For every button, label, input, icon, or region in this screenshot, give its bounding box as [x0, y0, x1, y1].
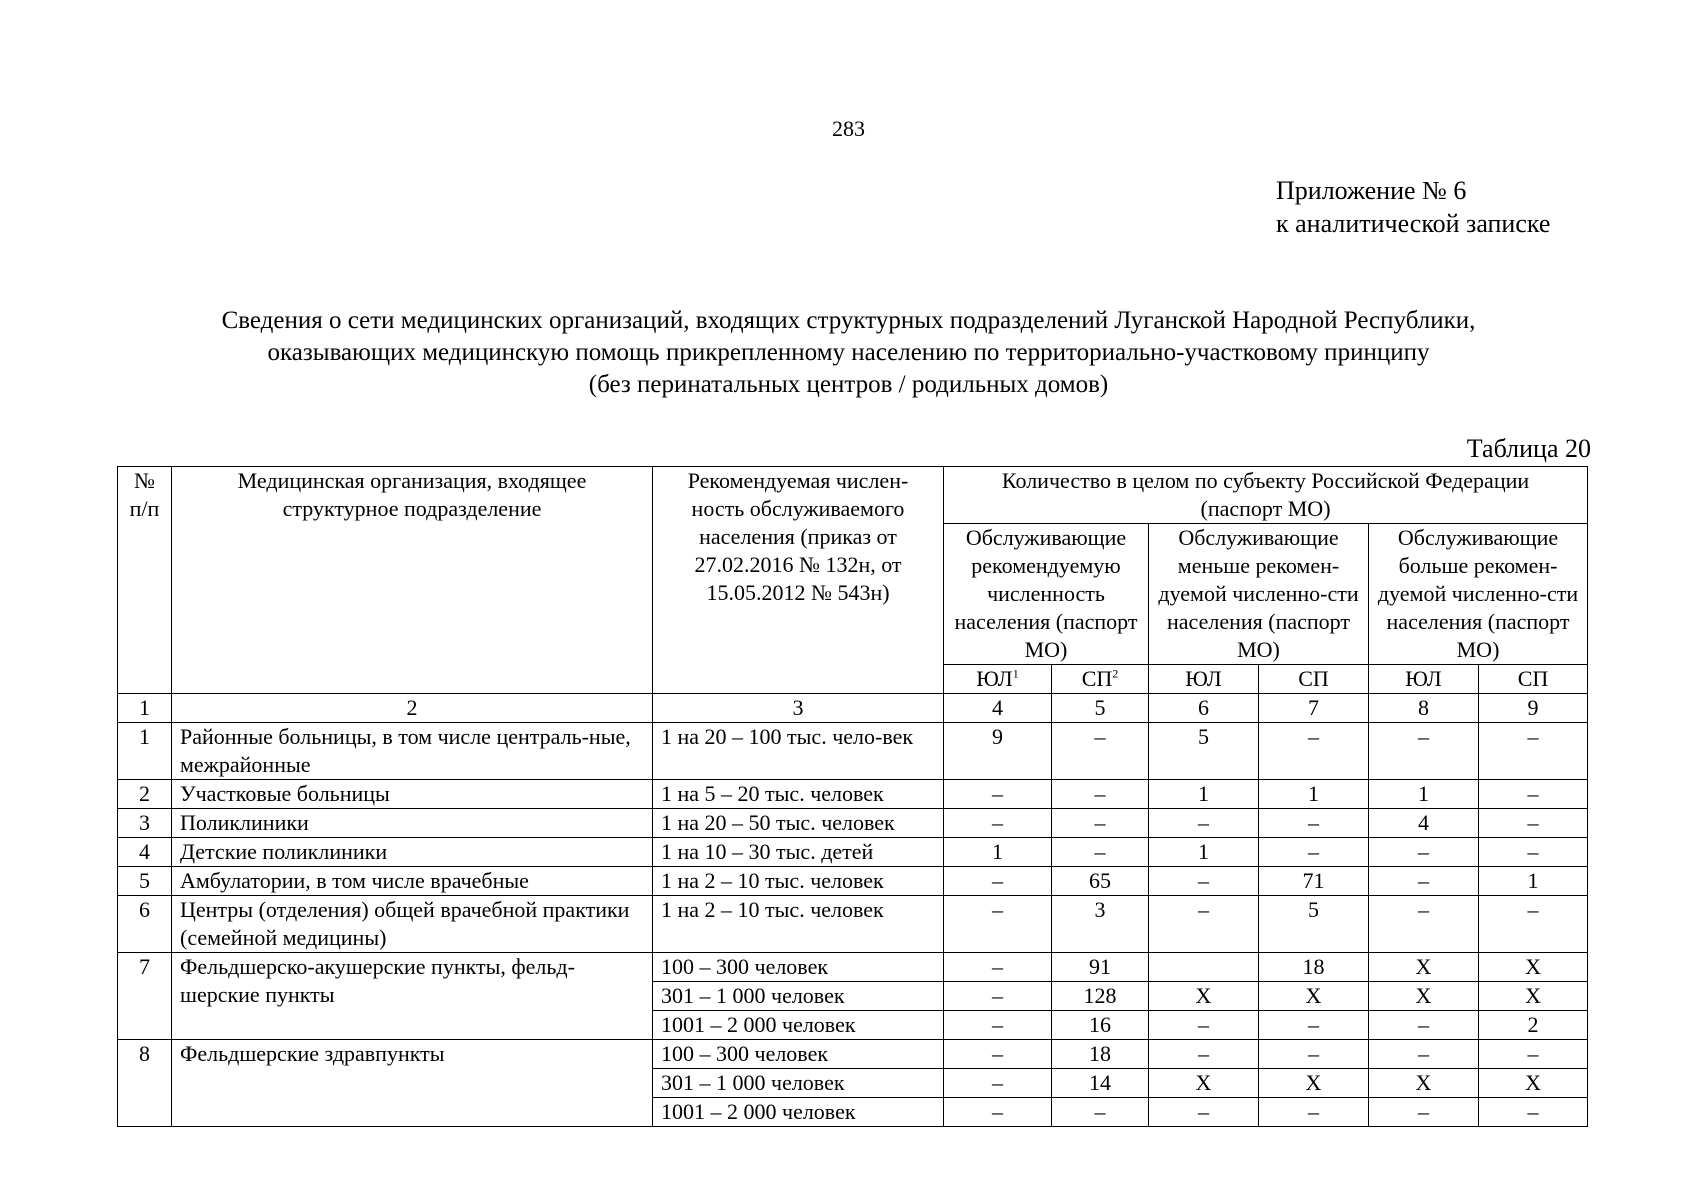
header-group-more: Обслуживающие больше рекомен-дуемой численно-сти населения (паспорт МО) [1369, 524, 1588, 665]
row-number: 8 [118, 1040, 172, 1127]
table-row [118, 780, 1588, 809]
row-value: – [1369, 723, 1479, 780]
row-value: X [1479, 982, 1588, 1011]
table-row [118, 896, 1588, 953]
header-total: Количество в целом по субъекту Российской Федерации (паспорт МО) [944, 467, 1588, 524]
row-value: 2 [1479, 1011, 1588, 1040]
row-value: – [1259, 1098, 1369, 1127]
header-yul-2: ЮЛ [1149, 665, 1259, 694]
table-row [118, 1040, 1588, 1069]
sp-label: СП [1081, 666, 1113, 691]
row-organization: Поликлиники [172, 809, 653, 838]
row-recommended-range: 1001 – 2 000 человек [653, 1011, 944, 1040]
appendix-line-2: к аналитической записке [1276, 209, 1551, 238]
document-title [60, 305, 1637, 401]
row-value: X [1479, 953, 1588, 982]
header-sp-1 [1052, 665, 1149, 694]
row-value: 71 [1259, 867, 1369, 896]
row-value: 9 [944, 723, 1052, 780]
data-table [117, 466, 1588, 1127]
header-yul-1 [944, 665, 1052, 694]
row-value: – [1149, 1098, 1259, 1127]
row-recommended-range: 301 – 1 000 человек [653, 1069, 944, 1098]
row-value: X [1479, 1069, 1588, 1098]
row-value: X [1259, 982, 1369, 1011]
row-value: – [944, 1040, 1052, 1069]
row-value: 1 [1149, 838, 1259, 867]
header-organization: Медицинская организация, входящее структурное подразделение [172, 467, 653, 694]
table-row [118, 867, 1588, 896]
row-number: 3 [118, 809, 172, 838]
table-label: Таблица 20 [1466, 434, 1591, 463]
row-value: – [1479, 1098, 1588, 1127]
row-value: 91 [1052, 953, 1149, 982]
row-value: – [1052, 838, 1149, 867]
row-organization: Центры (отделения) общей врачебной практики (семейной медицины) [172, 896, 653, 953]
header-group-less: Обслуживающие меньше рекомен-дуемой численно-сти населения (паспорт МО) [1149, 524, 1369, 665]
row-organization: Фельдшерские здравпункты [172, 1040, 653, 1127]
row-organization: Фельдшерско-акушерские пункты, фельд-шерские пункты [172, 953, 653, 1040]
row-value: – [1149, 896, 1259, 953]
column-number: 4 [944, 694, 1052, 723]
row-recommended-range: 100 – 300 человек [653, 953, 944, 982]
header-num: № п/п [118, 467, 172, 694]
row-organization: Амбулатории, в том числе врачебные [172, 867, 653, 896]
table-row [118, 838, 1588, 867]
row-value: – [1369, 838, 1479, 867]
header-sp-2: СП [1259, 665, 1369, 694]
header-yul-3: ЮЛ [1369, 665, 1479, 694]
row-value: 65 [1052, 867, 1149, 896]
row-number: 1 [118, 723, 172, 780]
row-value: X [1369, 982, 1479, 1011]
header-sp-3: СП [1479, 665, 1588, 694]
row-value: – [944, 867, 1052, 896]
row-recommended-range: 1 на 2 – 10 тыс. человек [653, 896, 944, 953]
row-value: – [944, 896, 1052, 953]
row-value: 1 [1259, 780, 1369, 809]
footnote-mark-1: 1 [1012, 666, 1019, 681]
row-value: – [944, 1098, 1052, 1127]
table-row [118, 723, 1588, 780]
row-value: X [1369, 1069, 1479, 1098]
row-value: – [1259, 809, 1369, 838]
row-value: – [1259, 1011, 1369, 1040]
row-recommended-range: 1 на 5 – 20 тыс. человек [653, 780, 944, 809]
row-value: 1 [944, 838, 1052, 867]
title-line-2: оказывающих медицинскую помощь прикрепленному населению по территориально-участковому принципу [267, 339, 1430, 366]
column-number: 5 [1052, 694, 1149, 723]
column-number: 1 [118, 694, 172, 723]
table-row [118, 953, 1588, 982]
page-number: 283 [832, 116, 865, 141]
row-value: – [1052, 1098, 1149, 1127]
footnote-mark-2: 2 [1112, 666, 1119, 681]
row-value: 5 [1149, 723, 1259, 780]
row-value: 18 [1052, 1040, 1149, 1069]
column-number: 7 [1259, 694, 1369, 723]
row-value: 16 [1052, 1011, 1149, 1040]
row-value: – [1369, 1011, 1479, 1040]
appendix-line-1: Приложение № 6 [1276, 176, 1467, 205]
row-value: – [1259, 1040, 1369, 1069]
row-value: – [1052, 809, 1149, 838]
row-value: – [944, 1011, 1052, 1040]
row-value: – [944, 982, 1052, 1011]
row-recommended-range: 1 на 20 – 50 тыс. человек [653, 809, 944, 838]
row-recommended-range: 100 – 300 человек [653, 1040, 944, 1069]
row-value: – [1149, 867, 1259, 896]
header-recommended-population: Рекомендуемая числен-ность обслуживаемого населения (приказ от 27.02.2016 № 132н, от 15.05.2012 № 543н) [653, 467, 944, 694]
row-recommended-range: 1 на 20 – 100 тыс. чело-век [653, 723, 944, 780]
row-number: 5 [118, 867, 172, 896]
row-organization: Участковые больницы [172, 780, 653, 809]
row-value: 128 [1052, 982, 1149, 1011]
yul-label: ЮЛ [976, 666, 1013, 691]
row-value: – [1479, 896, 1588, 953]
row-value: – [1479, 838, 1588, 867]
row-value: – [1259, 723, 1369, 780]
title-line-1: Сведения о сети медицинских организаций, входящих структурных подразделений Луганской Народной Республики, [221, 307, 1476, 334]
column-numbers-row [118, 694, 1588, 723]
row-value: – [1369, 896, 1479, 953]
column-number: 2 [172, 694, 653, 723]
row-value: 3 [1052, 896, 1149, 953]
row-number: 7 [118, 953, 172, 1040]
row-number: 4 [118, 838, 172, 867]
column-number: 8 [1369, 694, 1479, 723]
row-value: 1 [1149, 780, 1259, 809]
row-value: X [1369, 953, 1479, 982]
row-number: 2 [118, 780, 172, 809]
row-organization: Районные больницы, в том числе централь-ные, межрайонные [172, 723, 653, 780]
row-value: 1 [1369, 780, 1479, 809]
row-value [1149, 953, 1259, 982]
header-group-recommended: Обслуживающие рекомендуемую численность населения (паспорт МО) [944, 524, 1149, 665]
row-value: – [1149, 1040, 1259, 1069]
appendix-caption [1276, 174, 1550, 240]
row-recommended-range: 1001 – 2 000 человек [653, 1098, 944, 1127]
row-value: – [944, 809, 1052, 838]
row-value: X [1149, 1069, 1259, 1098]
row-value: – [944, 780, 1052, 809]
row-value: – [1052, 723, 1149, 780]
row-number: 6 [118, 896, 172, 953]
row-value: X [1149, 982, 1259, 1011]
column-number: 9 [1479, 694, 1588, 723]
row-recommended-range: 301 – 1 000 человек [653, 982, 944, 1011]
row-value: – [1259, 838, 1369, 867]
row-value: 14 [1052, 1069, 1149, 1098]
row-value: – [1479, 809, 1588, 838]
row-value: – [1369, 1040, 1479, 1069]
row-recommended-range: 1 на 2 – 10 тыс. человек [653, 867, 944, 896]
row-value: – [1479, 780, 1588, 809]
column-number: 6 [1149, 694, 1259, 723]
row-value: 5 [1259, 896, 1369, 953]
row-value: – [1149, 809, 1259, 838]
row-value: – [1052, 780, 1149, 809]
row-value: – [944, 1069, 1052, 1098]
row-value: X [1259, 1069, 1369, 1098]
title-line-3: (без перинатальных центров / родильных домов) [588, 371, 1109, 398]
row-value: – [1369, 867, 1479, 896]
row-recommended-range: 1 на 10 – 30 тыс. детей [653, 838, 944, 867]
table-row [118, 809, 1588, 838]
column-number: 3 [653, 694, 944, 723]
row-value: – [1479, 1040, 1588, 1069]
row-value: 1 [1479, 867, 1588, 896]
row-value: 4 [1369, 809, 1479, 838]
row-value: – [1369, 1098, 1479, 1127]
row-organization: Детские поликлиники [172, 838, 653, 867]
row-value: – [1479, 723, 1588, 780]
row-value: – [944, 953, 1052, 982]
row-value: – [1149, 1011, 1259, 1040]
row-value: 18 [1259, 953, 1369, 982]
